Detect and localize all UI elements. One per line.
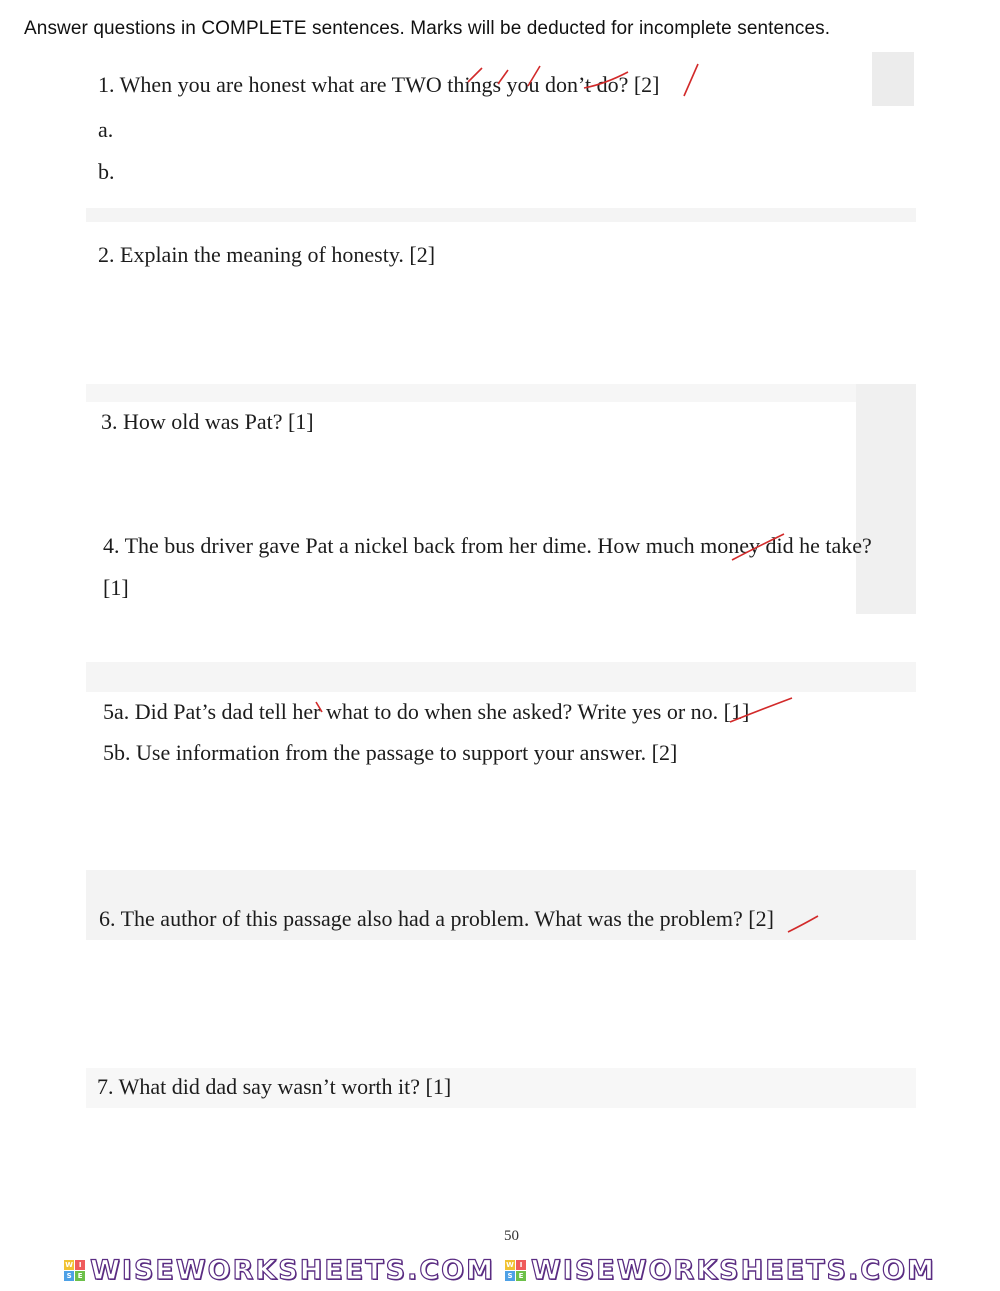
page-number: 50 bbox=[504, 1228, 519, 1240]
question-3: 3. How old was Pat? [1] bbox=[101, 409, 314, 434]
brand-logo-group bbox=[505, 1255, 936, 1286]
question-2: 2. Explain the meaning of honesty. [2] bbox=[98, 242, 436, 267]
question-6: 6. The author of this passage also had a problem. What was the problem? [2] bbox=[99, 906, 774, 931]
logo-letter: E bbox=[75, 1271, 85, 1281]
footer-watermark bbox=[0, 1252, 1000, 1288]
logo-letter: S bbox=[505, 1271, 515, 1281]
question-4: 4. The bus driver gave Pat a nickel back from her dime. How much money did he take? bbox=[103, 533, 872, 558]
question-4-marks: [1] bbox=[103, 575, 129, 600]
instruction-text: Answer questions in COMPLETE sentences. Marks will be deducted for incomplete sentences. bbox=[24, 18, 831, 39]
question-5b: 5b. Use information from the passage to support your answer. [2] bbox=[103, 740, 678, 765]
question-7: 7. What did dad say wasn’t worth it? [1] bbox=[97, 1074, 452, 1099]
brand-logo-group bbox=[64, 1255, 495, 1286]
logo-letter: E bbox=[516, 1271, 526, 1281]
brand-logo-icon bbox=[64, 1260, 85, 1281]
logo-letter: I bbox=[516, 1260, 526, 1270]
answer-label-b: b. bbox=[98, 159, 115, 184]
logo-letter: I bbox=[75, 1260, 85, 1270]
brand-text: WISEWORKSHEETS.COM bbox=[531, 1254, 936, 1286]
logo-letter: W bbox=[506, 1260, 514, 1269]
answer-label-a: a. bbox=[98, 117, 114, 142]
brand-text: WISEWORKSHEETS.COM bbox=[90, 1254, 495, 1286]
logo-letter: S bbox=[64, 1271, 74, 1281]
logo-letter: W bbox=[65, 1260, 73, 1269]
question-1: 1. When you are honest what are TWO things you don’t do? [2] bbox=[98, 72, 660, 97]
question-5a: 5a. Did Pat’s dad tell her what to do when she asked? Write yes or no. [1] bbox=[103, 699, 750, 724]
brand-logo-icon bbox=[505, 1260, 526, 1281]
